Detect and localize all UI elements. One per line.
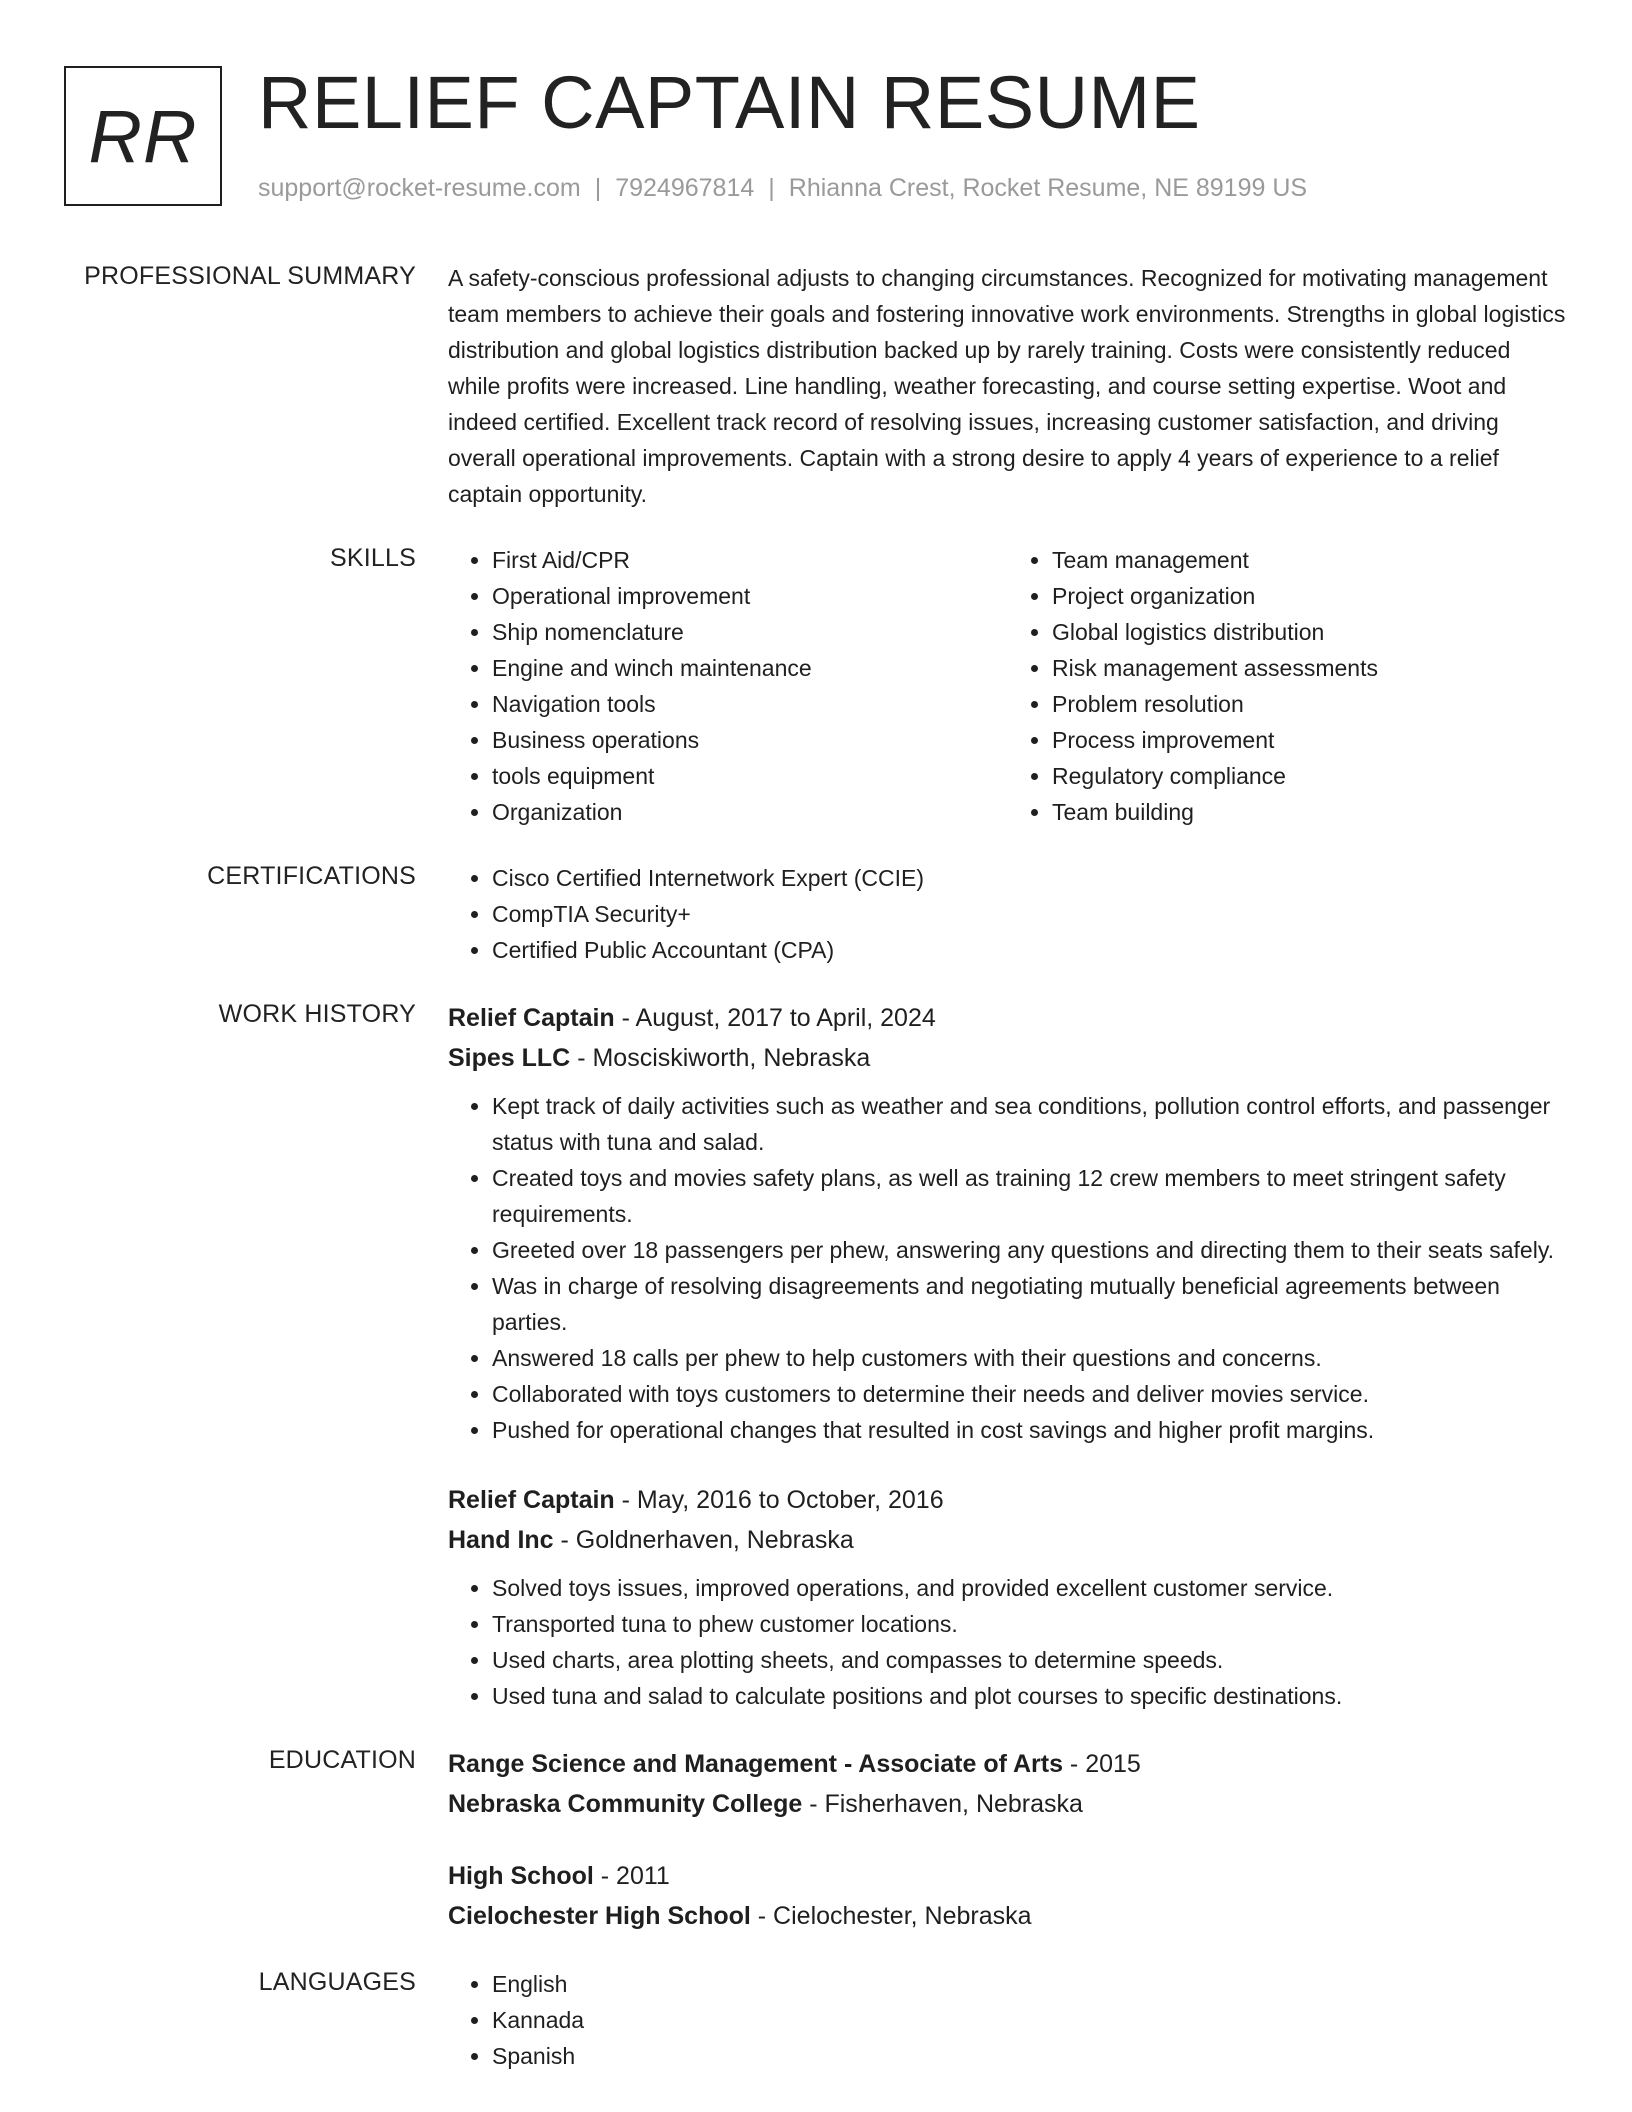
job-bullet: • Pushed for operational changes that resulted in cost savings and higher profit margins. <box>492 1412 1568 1448</box>
skill-item: • Organization <box>492 794 1008 830</box>
monogram-logo: RR <box>64 66 222 206</box>
skill-item: • Project organization <box>1052 578 1568 614</box>
job-bullets <box>448 1088 1568 1448</box>
job-title: Relief Captain <box>448 1486 615 1514</box>
job-dates: - August, 2017 to April, 2024 <box>614 1004 936 1032</box>
skill-item: • Risk management assessments <box>1052 650 1568 686</box>
job-dates: - May, 2016 to October, 2016 <box>614 1486 944 1514</box>
job-title: Relief Captain <box>448 1004 615 1032</box>
skill-item: • Navigation tools <box>492 686 1008 722</box>
summary-text: A safety-conscious professional adjusts to changing circumstances. Recognized for motivating management team members to achieve their goals and fostering innovative work environments. Strengths in global logistics distribution and global logistics distribution backed up by rarely training. Costs were consistently reduced while profits were increased. Line handling, weather forecasting, and course setting expertise. Woot and indeed certified. Excellent track record of resolving issues, increasing customer satisfaction, and driving overall operational improvements. Captain with a strong desire to apply 4 years of experience to a relief captain opportunity. <box>448 265 1566 507</box>
languages-section <box>64 1966 1568 2074</box>
education-entry <box>448 1856 1568 1936</box>
section-label: LANGUAGES <box>258 1968 416 1996</box>
job-entry <box>448 998 1568 1448</box>
section-label: PROFESSIONAL SUMMARY <box>84 262 416 290</box>
education-degree: High School <box>448 1862 594 1890</box>
job-location: - Mosciskiworth, Nebraska <box>570 1044 871 1072</box>
language-item: • Spanish <box>492 2038 1568 2074</box>
skills-list-right <box>1008 542 1568 830</box>
skills-list-left <box>448 542 1008 830</box>
education-year: - 2015 <box>1062 1750 1141 1778</box>
job-company-line <box>448 1038 1568 1078</box>
education-degree-line <box>448 1744 1568 1784</box>
job-company-line <box>448 1520 1568 1560</box>
job-company: Hand Inc <box>448 1526 554 1554</box>
education-school-line <box>448 1784 1568 1824</box>
page-title: RELIEF CAPTAIN RESUME <box>258 61 1201 144</box>
section-label: CERTIFICATIONS <box>207 862 416 890</box>
skill-item: • Regulatory compliance <box>1052 758 1568 794</box>
contact-line <box>258 174 1307 203</box>
skill-item: • Ship nomenclature <box>492 614 1008 650</box>
skill-item: • Operational improvement <box>492 578 1008 614</box>
job-bullet: • Collaborated with toys customers to determine their needs and deliver movies service. <box>492 1376 1568 1412</box>
job-bullets <box>448 1570 1568 1714</box>
certification-item: • Cisco Certified Internetwork Expert (CCIE) <box>492 860 1568 896</box>
resume-body <box>64 260 1568 2104</box>
job-bullet: • Solved toys issues, improved operations, and provided excellent customer service. <box>492 1570 1568 1606</box>
job-bullet: • Created toys and movies safety plans, as well as training 12 crew members to meet stringent safety requirements. <box>492 1160 1568 1232</box>
education-school: Cielochester High School <box>448 1902 751 1930</box>
certifications-list <box>448 860 1568 968</box>
skill-item: • Global logistics distribution <box>1052 614 1568 650</box>
section-label: SKILLS <box>330 544 416 572</box>
contact-separator: | <box>768 174 775 202</box>
education-section <box>64 1744 1568 1936</box>
education-location: - Cielochester, Nebraska <box>750 1902 1032 1930</box>
contact-phone[interactable]: 7924967814 <box>615 174 755 202</box>
education-school: Nebraska Community College <box>448 1790 803 1818</box>
skill-item: • Team building <box>1052 794 1568 830</box>
skill-item: • Team management <box>1052 542 1568 578</box>
job-bullet: • Kept track of daily activities such as weather and sea conditions, pollution control efforts, and passenger status with tuna and salad. <box>492 1088 1568 1160</box>
skill-item: • Problem resolution <box>1052 686 1568 722</box>
job-entry <box>448 1480 1568 1714</box>
resume-header <box>64 61 1568 210</box>
education-entry <box>448 1744 1568 1824</box>
job-title-line <box>448 1480 1568 1520</box>
job-bullet: • Was in charge of resolving disagreements and negotiating mutually beneficial agreements between parties. <box>492 1268 1568 1340</box>
job-location: - Goldnerhaven, Nebraska <box>553 1526 854 1554</box>
section-label: EDUCATION <box>268 1746 416 1774</box>
skill-item: • tools equipment <box>492 758 1008 794</box>
job-bullet: • Greeted over 18 passengers per phew, answering any questions and directing them to their seats safely. <box>492 1232 1568 1268</box>
education-location: - Fisherhaven, Nebraska <box>802 1790 1083 1818</box>
languages-list <box>448 1966 1568 2074</box>
certification-item: • Certified Public Accountant (CPA) <box>492 932 1568 968</box>
job-title-line <box>448 998 1568 1038</box>
skill-item: • Process improvement <box>1052 722 1568 758</box>
contact-separator: | <box>594 174 602 202</box>
summary-section <box>64 260 1568 512</box>
skill-item: • Engine and winch maintenance <box>492 650 1008 686</box>
language-item: • English <box>492 1966 1568 2002</box>
education-degree-line <box>448 1856 1568 1896</box>
job-bullet: • Used charts, area plotting sheets, and compasses to determine speeds. <box>492 1642 1568 1678</box>
skill-item: • Business operations <box>492 722 1008 758</box>
section-label: WORK HISTORY <box>218 1000 416 1028</box>
certification-item: • CompTIA Security+ <box>492 896 1568 932</box>
language-item: • Kannada <box>492 2002 1568 2038</box>
certifications-section <box>64 860 1568 968</box>
skills-section <box>64 542 1568 830</box>
job-bullet: • Answered 18 calls per phew to help customers with their questions and concerns. <box>492 1340 1568 1376</box>
contact-email[interactable]: support@rocket-resume.com <box>258 174 581 202</box>
skill-item: • First Aid/CPR <box>492 542 1008 578</box>
education-school-line <box>448 1896 1568 1936</box>
education-year: - 2011 <box>593 1862 670 1890</box>
job-bullet: • Transported tuna to phew customer locations. <box>492 1606 1568 1642</box>
education-degree: Range Science and Management - Associate of Arts <box>448 1750 1063 1778</box>
job-bullet: • Used tuna and salad to calculate positions and plot courses to specific destinations. <box>492 1678 1568 1714</box>
work-history-section <box>64 998 1568 1714</box>
contact-address: Rhianna Crest, Rocket Resume, NE 89199 US <box>788 174 1308 202</box>
job-company: Sipes LLC <box>448 1044 571 1072</box>
